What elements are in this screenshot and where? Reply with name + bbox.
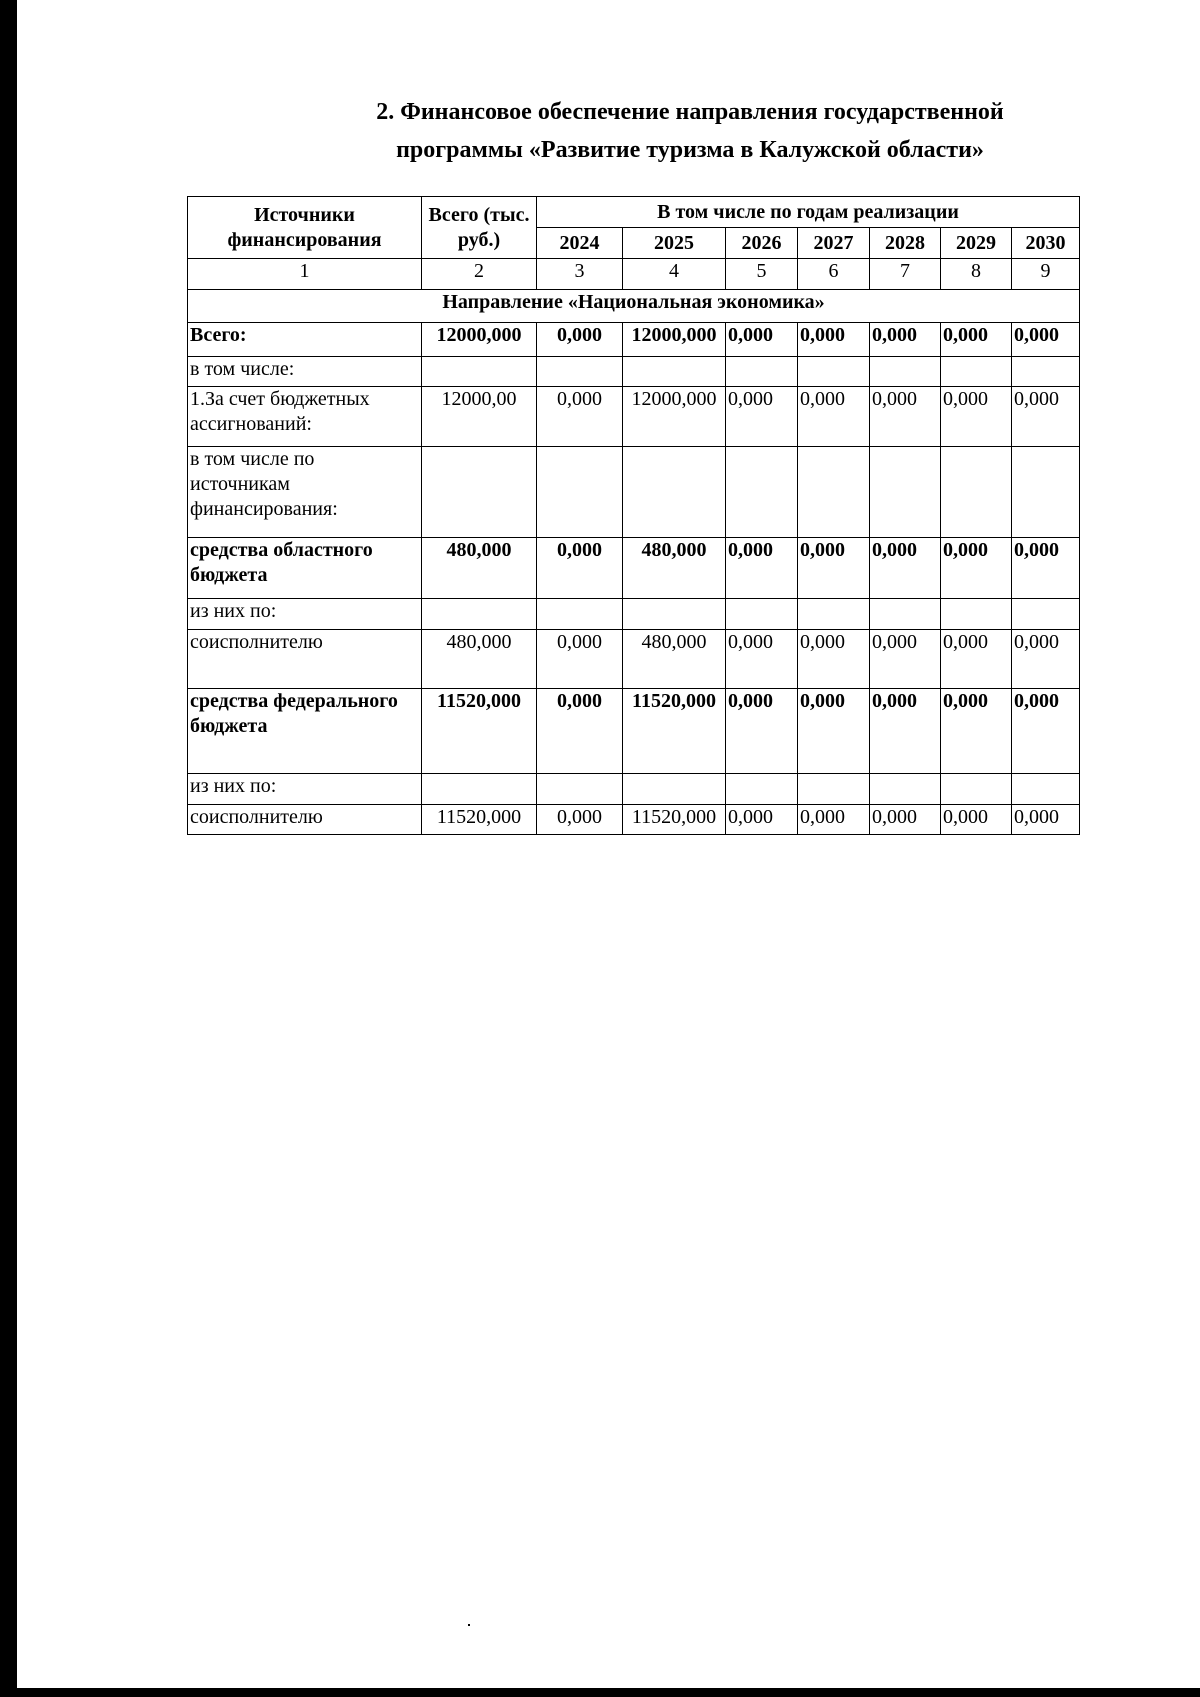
column-number: 4 [623,259,726,290]
header-year: 2024 [537,228,623,259]
header-year: 2025 [623,228,726,259]
row-label: средства областного бюджета [188,538,422,599]
cell-2027: 0,000 [798,538,870,599]
section-title: Направление «Национальная экономика» [188,290,1080,323]
cell-2024: 0,000 [537,538,623,599]
row-label: 1.За счет бюджетных ассигнований: [188,387,422,447]
page-title-line-2: программы «Развитие туризма в Калужской области» [396,137,984,163]
cell-2026: 0,000 [726,387,798,447]
table-row [188,538,1080,599]
cell-2030: 0,000 [1012,630,1080,689]
cell-2025: 12000,000 [623,323,726,357]
cell-2028: 0,000 [870,805,941,835]
cell-2029 [941,357,1012,387]
row-label: соисполнителю [188,630,422,689]
row-total: 480,000 [422,538,537,599]
cell-2027: 0,000 [798,630,870,689]
cell-2028 [870,357,941,387]
cell-2027: 0,000 [798,689,870,774]
cell-2026: 0,000 [726,538,798,599]
cell-2028 [870,447,941,538]
header-year: 2026 [726,228,798,259]
cell-2029: 0,000 [941,323,1012,357]
cell-2030 [1012,599,1080,630]
cell-2027 [798,447,870,538]
row-label: средства федерального бюджета [188,689,422,774]
header-year: 2030 [1012,228,1080,259]
cell-2027: 0,000 [798,387,870,447]
row-label: в том числе по источникам финансирования: [188,447,422,538]
cell-2026: 0,000 [726,805,798,835]
column-number: 3 [537,259,623,290]
scan-speck [468,1624,470,1626]
header-year: 2028 [870,228,941,259]
row-total: 11520,000 [422,805,537,835]
cell-2028: 0,000 [870,387,941,447]
row-total [422,357,537,387]
cell-2024 [537,774,623,805]
row-total: 480,000 [422,630,537,689]
cell-2025: 11520,000 [623,805,726,835]
table-row [188,387,1080,447]
cell-2024: 0,000 [537,323,623,357]
column-number: 8 [941,259,1012,290]
header-year: 2027 [798,228,870,259]
scan-bottom-border [0,1688,1200,1697]
cell-2024 [537,447,623,538]
cell-2029: 0,000 [941,538,1012,599]
cell-2024 [537,357,623,387]
cell-2025 [623,357,726,387]
page-title-line-1: 2. Финансовое обеспечение направления государственной [376,99,1004,125]
cell-2027: 0,000 [798,805,870,835]
financing-table [187,196,1080,835]
table-row [188,805,1080,835]
cell-2027 [798,357,870,387]
column-numbers-row [188,259,1080,290]
cell-2029: 0,000 [941,689,1012,774]
column-number: 5 [726,259,798,290]
cell-2024: 0,000 [537,387,623,447]
cell-2027 [798,599,870,630]
header-total: Всего (тыс. руб.) [422,197,537,259]
row-total [422,599,537,630]
cell-2029 [941,774,1012,805]
row-label: в том числе: [188,357,422,387]
scan-left-border [0,0,17,1697]
cell-2030 [1012,447,1080,538]
cell-2025 [623,599,726,630]
cell-2028: 0,000 [870,630,941,689]
row-total: 12000,00 [422,387,537,447]
cell-2030 [1012,774,1080,805]
cell-2030: 0,000 [1012,538,1080,599]
cell-2026 [726,599,798,630]
cell-2030 [1012,357,1080,387]
cell-2026: 0,000 [726,323,798,357]
row-total [422,774,537,805]
cell-2028: 0,000 [870,538,941,599]
row-label: соисполнителю [188,805,422,835]
header-by-years: В том числе по годам реализации [537,197,1080,228]
table-row [188,599,1080,630]
column-number: 7 [870,259,941,290]
row-label: из них по: [188,774,422,805]
cell-2028 [870,599,941,630]
cell-2030: 0,000 [1012,323,1080,357]
cell-2029: 0,000 [941,630,1012,689]
row-label: Всего: [188,323,422,357]
table-row [188,630,1080,689]
cell-2029 [941,599,1012,630]
cell-2026 [726,447,798,538]
cell-2024: 0,000 [537,689,623,774]
cell-2029: 0,000 [941,387,1012,447]
cell-2028: 0,000 [870,689,941,774]
table-row [188,323,1080,357]
table-row [188,357,1080,387]
cell-2026: 0,000 [726,630,798,689]
cell-2028 [870,774,941,805]
cell-2026 [726,774,798,805]
cell-2025: 480,000 [623,630,726,689]
cell-2029 [941,447,1012,538]
header-year: 2029 [941,228,1012,259]
column-number: 1 [188,259,422,290]
cell-2029: 0,000 [941,805,1012,835]
header-sources: Источники финансирования [188,197,422,259]
section-row [188,290,1080,323]
cell-2025: 11520,000 [623,689,726,774]
cell-2025 [623,447,726,538]
cell-2027: 0,000 [798,323,870,357]
row-total [422,447,537,538]
row-label: из них по: [188,599,422,630]
column-number: 6 [798,259,870,290]
cell-2026: 0,000 [726,689,798,774]
table-row [188,447,1080,538]
cell-2025: 12000,000 [623,387,726,447]
table-row [188,774,1080,805]
page-title [300,93,1080,169]
column-number: 9 [1012,259,1080,290]
cell-2030: 0,000 [1012,805,1080,835]
cell-2028: 0,000 [870,323,941,357]
cell-2024 [537,599,623,630]
row-total: 11520,000 [422,689,537,774]
cell-2027 [798,774,870,805]
cell-2030: 0,000 [1012,689,1080,774]
table-row [188,689,1080,774]
column-number: 2 [422,259,537,290]
cell-2024: 0,000 [537,630,623,689]
cell-2030: 0,000 [1012,387,1080,447]
row-total: 12000,000 [422,323,537,357]
cell-2024: 0,000 [537,805,623,835]
cell-2025 [623,774,726,805]
cell-2026 [726,357,798,387]
cell-2025: 480,000 [623,538,726,599]
